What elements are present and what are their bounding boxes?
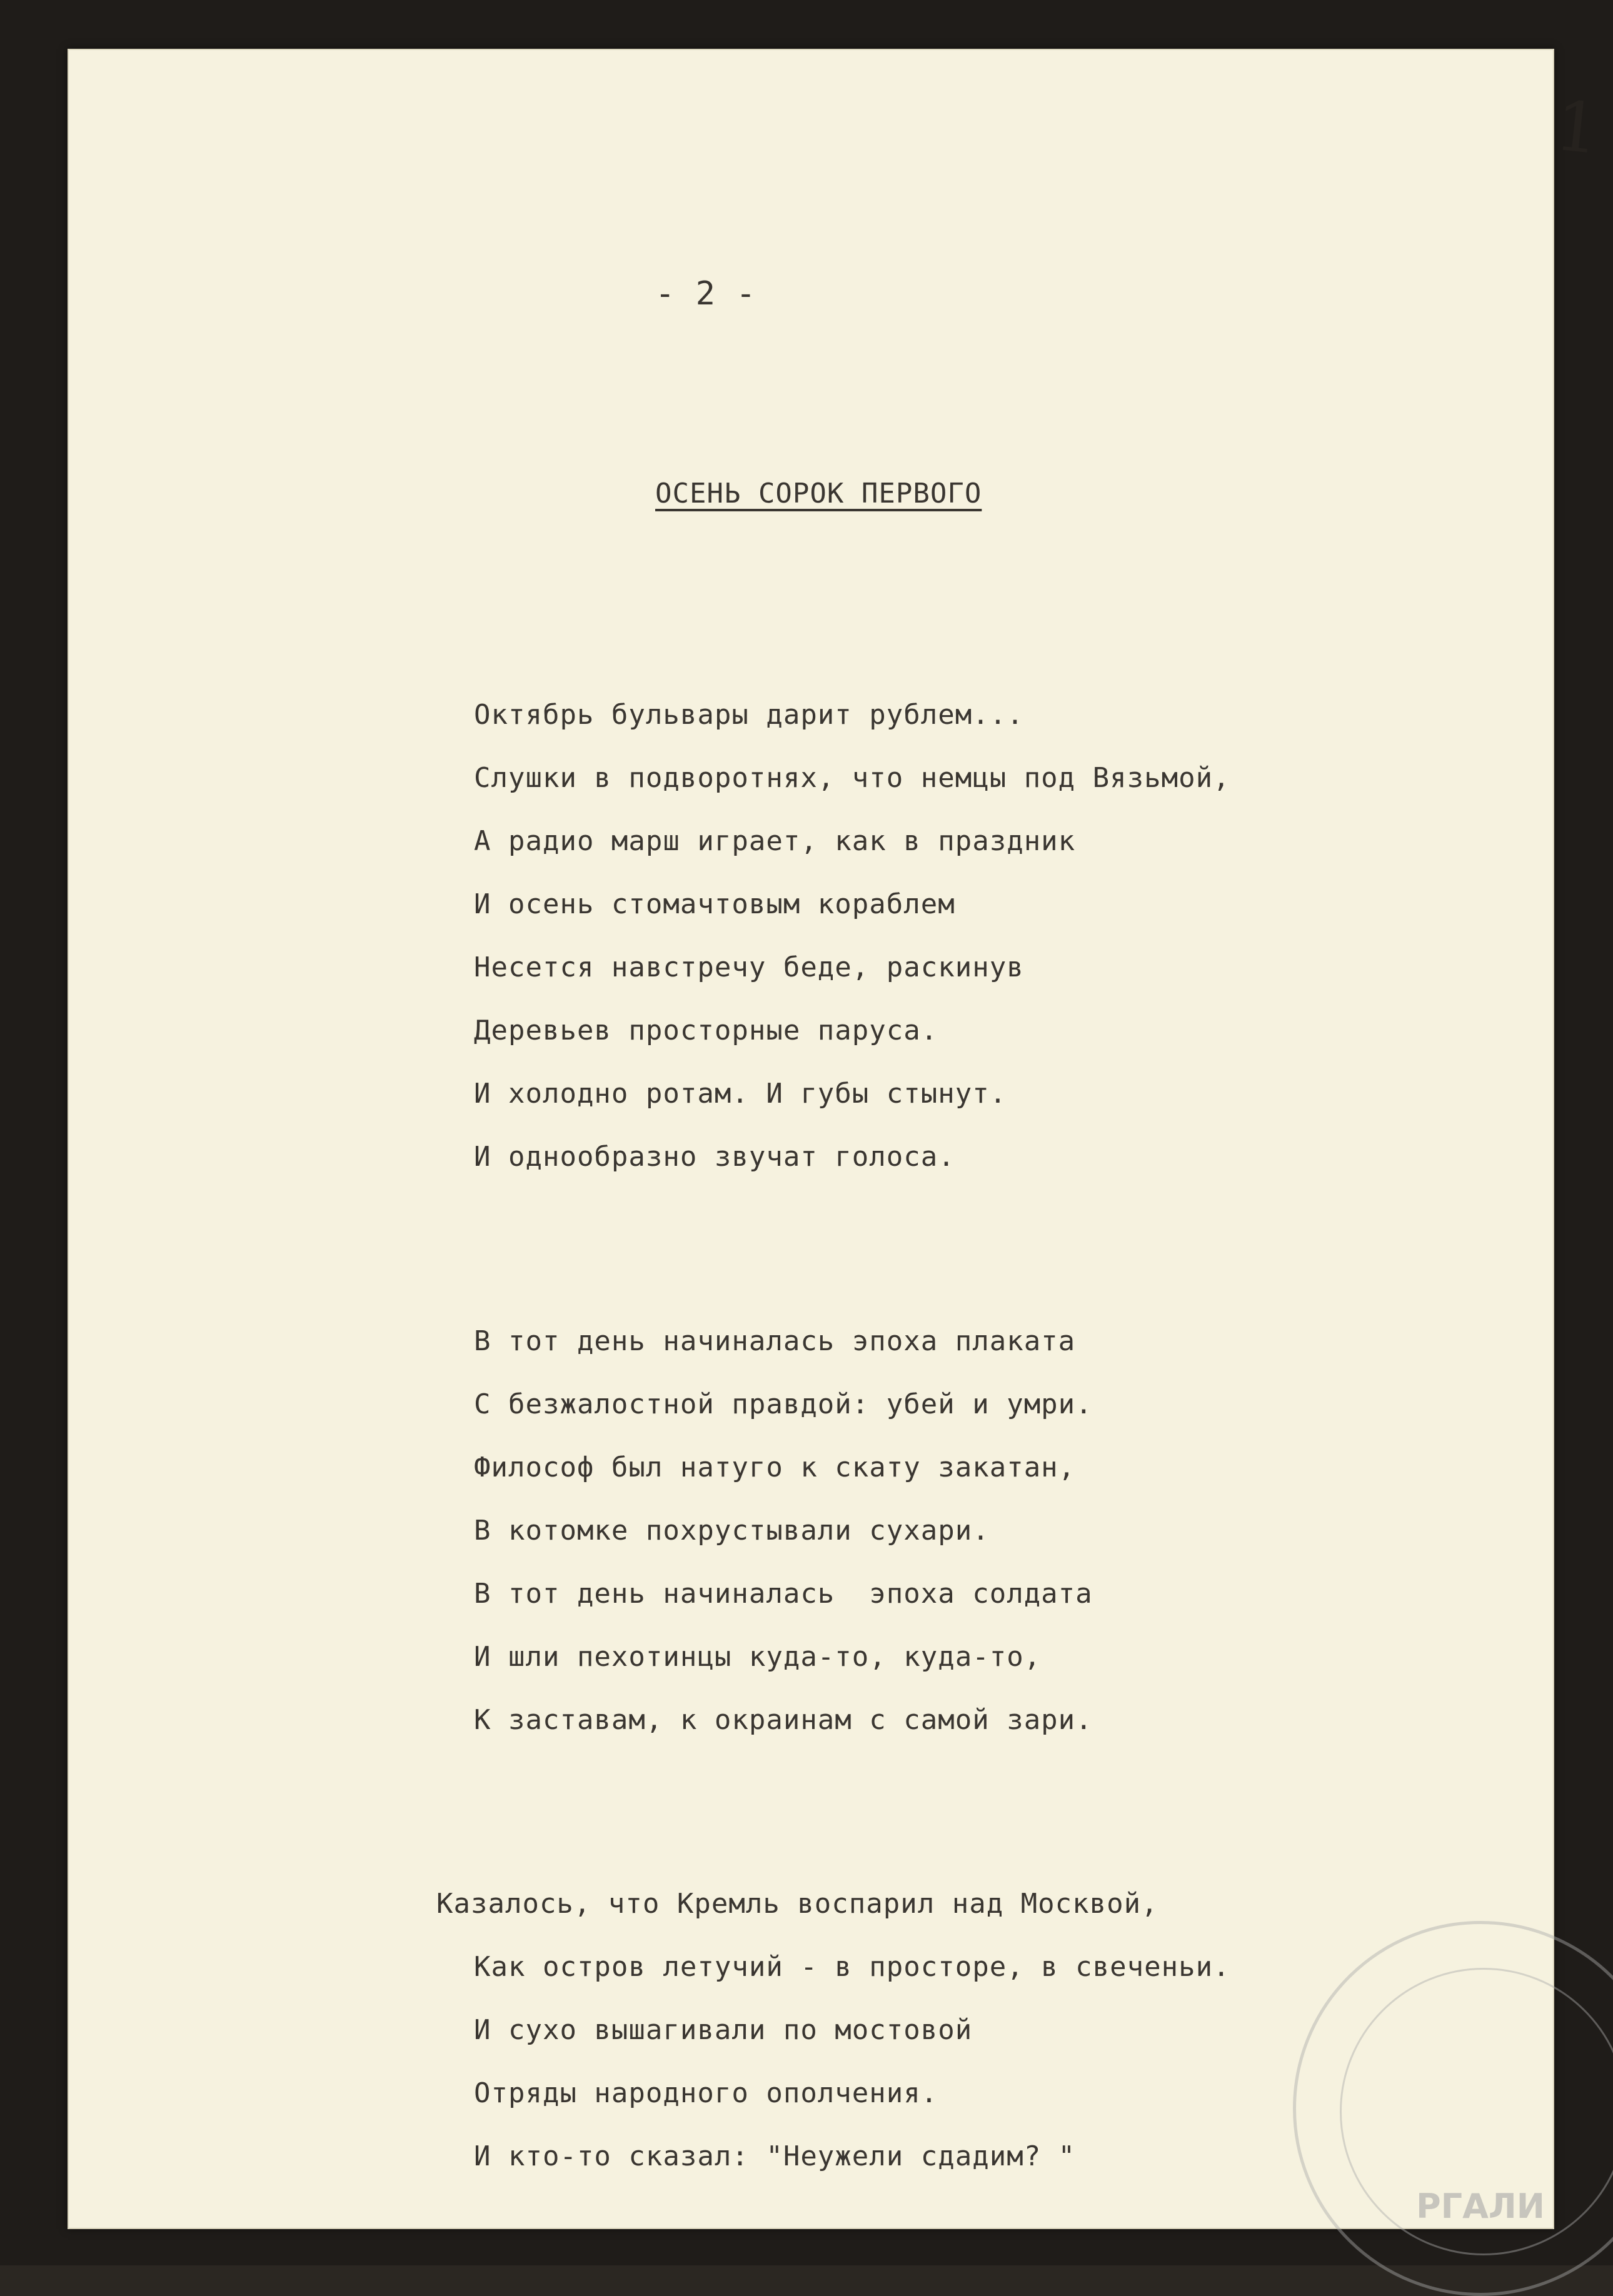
poem-line: И однообразно звучат голоса.	[474, 1141, 955, 1173]
poem-line: И холодно ротам. И губы стынут.	[474, 1078, 1007, 1110]
poem-line: С безжалостной правдой: убей и умри.	[474, 1388, 1093, 1420]
poem-line: И шли пехотинцы куда-то, куда-то,	[474, 1641, 1042, 1673]
poem-line: Отряды народного ополчения.	[474, 2077, 938, 2109]
poem-line: В тот день начиналась эпоха плаката	[474, 1325, 1076, 1357]
poem-line: Деревьев просторные паруса.	[474, 1015, 938, 1046]
poem-line: Слушки в подворотнях, что немцы под Вязьмой,	[474, 762, 1230, 794]
poem-line: А радио марш играет, как в праздник	[474, 825, 1076, 857]
poem-line: К заставам, к окраинам с самой зари.	[474, 1704, 1093, 1736]
poem-line: В тот день начиналась эпоха солдата	[474, 1578, 1093, 1610]
poem-line: Как остров летучий - в просторе, в свеченьи.	[474, 1951, 1230, 1983]
poem-line: Казалось, что Кремль воспарил над Москвой,	[436, 1888, 1158, 1920]
poem-line: И осень стомачтовым кораблем	[474, 888, 955, 920]
poem-line: В котомке похрустывали сухари.	[474, 1515, 990, 1547]
typewritten-page	[68, 49, 1604, 2229]
poem-line: Философ был натуго к скату закатан,	[474, 1451, 1076, 1483]
poem-title: ОСЕНЬ СОРОК ПЕРВОГО	[655, 478, 982, 509]
poem-line: Октябрь бульвары дарит рублем...	[474, 699, 1024, 731]
poem-line: Несется навстречу беде, раскинув	[474, 951, 1024, 983]
archive-stamp-label: РГАЛИ	[1416, 2187, 1545, 2226]
page-number: - 2 -	[655, 275, 756, 313]
archive-stamp	[1293, 1921, 1613, 2296]
poem-line: И сухо вышагивали по мостовой	[474, 2014, 973, 2046]
archive-sheet-number: 1	[1551, 85, 1604, 170]
poem-line: И кто-то сказал: "Неужели сдадим? "	[474, 2140, 1076, 2172]
